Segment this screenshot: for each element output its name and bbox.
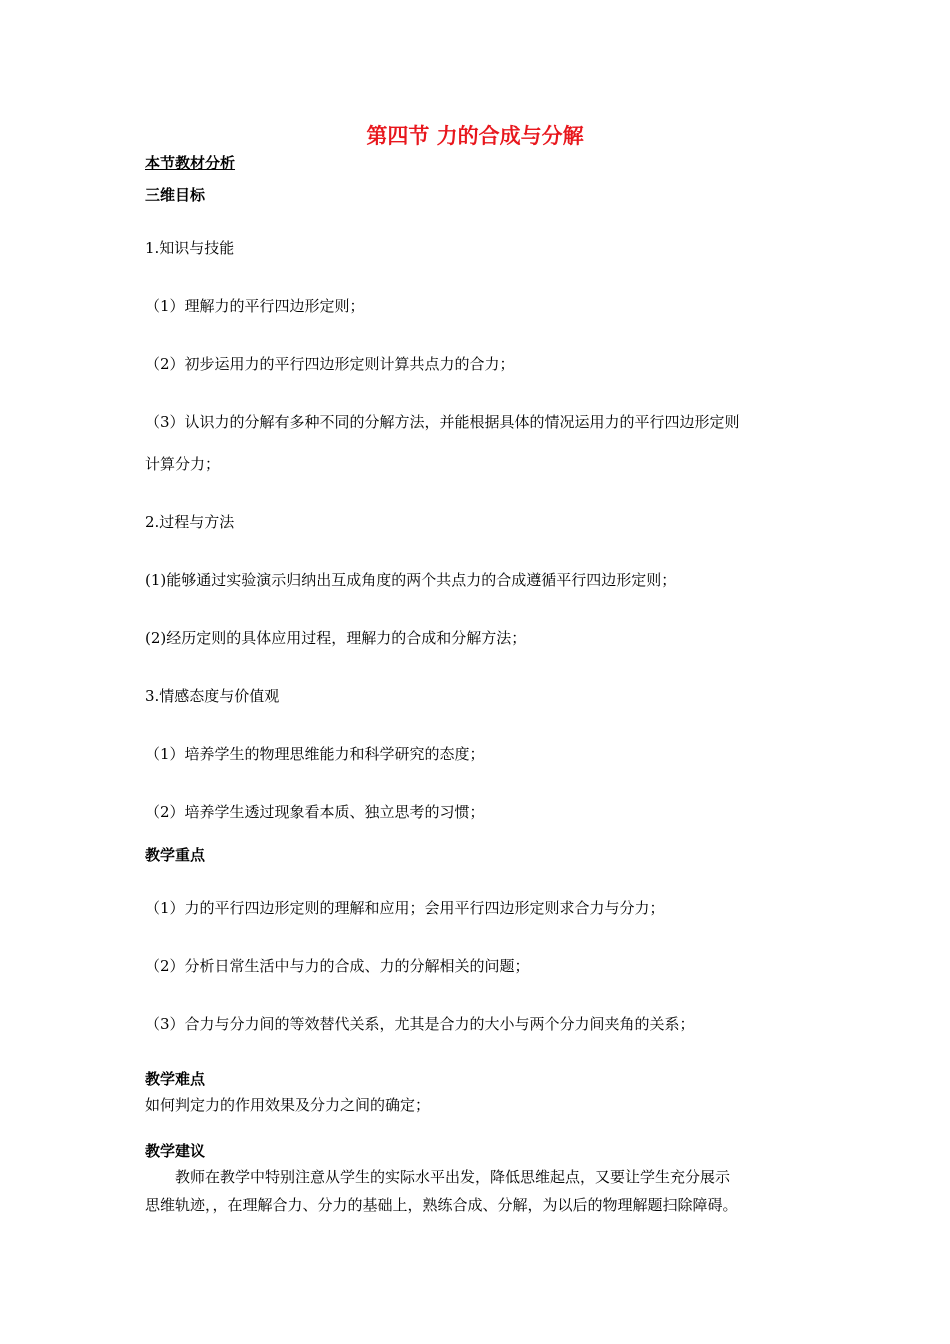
knowledge-heading: 1.知识与技能 xyxy=(145,239,235,257)
knowledge-item: （2）初步运用力的平行四边形定则计算共点力的合力； xyxy=(145,355,515,373)
attitude-heading: 3.情感态度与价值观 xyxy=(145,687,280,705)
section-analysis-heading: 本节教材分析 xyxy=(145,154,236,172)
suggestions-line: 教师在教学中特别注意从学生的实际水平出发，降低思维起点，又要让学生充分展示 xyxy=(175,1168,731,1186)
knowledge-item-continued: 计算分力； xyxy=(145,455,221,473)
knowledge-item: （1）理解力的平行四边形定则； xyxy=(145,297,365,315)
suggestions-line: 思维轨迹，，在理解合力、分力的基础上，熟练合成、分解，为以后的物理解题扫除障碍。 xyxy=(145,1196,738,1214)
goals-heading: 三维目标 xyxy=(145,186,206,204)
key-point-item: （3）合力与分力间的等效替代关系，尤其是合力的大小与两个分力间夹角的关系； xyxy=(145,1015,695,1033)
page-title: 第四节 力的合成与分解 xyxy=(366,124,584,148)
suggestions-heading: 教学建议 xyxy=(145,1142,206,1160)
process-heading: 2.过程与方法 xyxy=(145,513,235,531)
difficulties-text: 如何判定力的作用效果及分力之间的确定； xyxy=(145,1096,431,1114)
knowledge-item: （3）认识力的分解有多种不同的分解方法，并能根据具体的情况运用力的平行四边形定则 xyxy=(145,413,740,431)
attitude-item: （2）培养学生透过现象看本质、独立思考的习惯； xyxy=(145,803,485,821)
key-point-item: （1）力的平行四边形定则的理解和应用；会用平行四边形定则求合力与分力； xyxy=(145,899,665,917)
key-points-heading: 教学重点 xyxy=(145,846,206,864)
attitude-item: （1）培养学生的物理思维能力和科学研究的态度； xyxy=(145,745,485,763)
difficulties-heading: 教学难点 xyxy=(145,1070,206,1088)
process-item: (2)经历定则的具体应用过程，理解力的合成和分解方法； xyxy=(145,629,527,647)
process-item: (1)能够通过实验演示归纳出互成角度的两个共点力的合成遵循平行四边形定则； xyxy=(145,571,677,589)
key-point-item: （2）分析日常生活中与力的合成、力的分解相关的问题； xyxy=(145,957,530,975)
